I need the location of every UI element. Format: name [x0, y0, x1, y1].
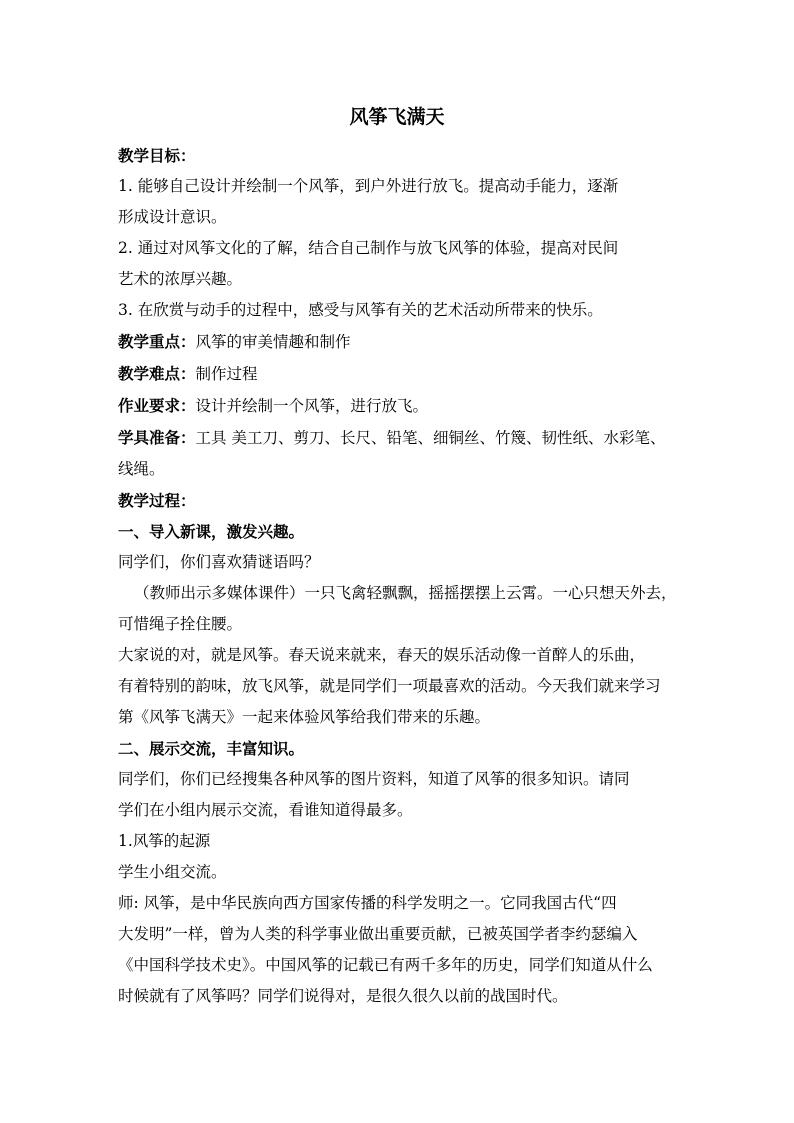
section1-p3-line2: 有着特别的韵味，放飞风筝，就是同学们一项最喜欢的活动。今天我们就来学习 — [118, 677, 661, 695]
section2-p1-line2: 学们在小组内展示交流，看谁知道得最多。 — [118, 801, 413, 819]
process-label: 教学过程： — [118, 491, 196, 510]
homework-label: 作业要求： — [118, 396, 196, 415]
section1-p3-line1: 大家说的对，就是风筝。春天说来就来，春天的娱乐活动像一首醉人的乐曲， — [118, 646, 646, 664]
section2-p3-line1: 师: 风筝，是中华民族向西方国家传播的科学发明之一。它同我国古代“四 — [118, 894, 617, 912]
section2-p1-line1: 同学们，你们已经搜集各种风筝的图片资料，知道了风筝的很多知识。请同 — [118, 770, 630, 788]
key-point-text: 风筝的审美情趣和制作 — [195, 333, 351, 351]
document-body — [118, 140, 678, 1012]
goal-item-3-line1: 3. 在欣赏与动手的过程中，感受与风筝有关的艺术活动所带来的快乐。 — [118, 301, 603, 319]
section1-p2-line2: 可惜绳子拴住腰。 — [118, 615, 243, 633]
section2-p3-line2: 大发明”一样，曾为人类的科学事业做出重要贡献，已被英国学者李约瑟编入 — [118, 925, 638, 943]
goal-item-1-line2: 形成设计意识。 — [118, 208, 227, 226]
materials — [118, 422, 678, 454]
section2-heading: 二、展示交流，丰富知识。 — [118, 739, 305, 758]
difficulty-text: 制作过程 — [195, 365, 258, 383]
homework — [118, 390, 678, 422]
section1-p2-line1: （教师出示多媒体课件）一只飞禽轻飘飘，摇摇摆摆上云霄。一心只想天外去， — [134, 584, 677, 602]
difficulty-label: 教学难点： — [118, 364, 196, 383]
section1-p3-line3: 第《风筝飞满天》一起来体验风筝给我们带来的乐趣。 — [118, 708, 491, 726]
goal-item-2-line1: 2. 通过对风筝文化的了解，结合自己制作与放飞风筝的体验，提高对民间 — [118, 239, 619, 257]
section2-p2: 学生小组交流。 — [118, 863, 227, 881]
section2-p3-line3: 《中国科学技术史》。中国风筝的记载已有两千多年的历史，同学们知道从什么 — [118, 956, 653, 974]
homework-text: 设计并绘制一个风筝，进行放飞。 — [195, 397, 429, 415]
section2-sub1: 1.风筝的起源 — [118, 832, 211, 850]
document-title: 风筝飞满天 — [349, 106, 445, 128]
materials-label: 学具准备： — [118, 428, 196, 447]
difficulty — [118, 358, 678, 390]
goals-label: 教学目标： — [118, 146, 196, 165]
section2-p3-line4: 时候就有了风筝吗？同学们说得对，是很久很久以前的战国时代。 — [118, 987, 568, 1005]
section1-heading: 一、导入新课，激发兴趣。 — [118, 522, 305, 541]
key-point-label: 教学重点： — [118, 332, 196, 351]
materials-line2: 线绳。 — [118, 460, 165, 478]
goal-item-1-line1: 1. 能够自己设计并绘制一个风筝，到户外进行放飞。提高动手能力，逐渐 — [118, 177, 619, 195]
goal-item-2-line2: 艺术的浓厚兴趣。 — [118, 270, 243, 288]
materials-text: 工具 美工刀、剪刀、长尺、铅笔、细铜丝、竹篾、韧性纸、水彩笔、 — [195, 429, 666, 447]
section1-p1: 同学们，你们喜欢猜谜语吗？ — [118, 553, 320, 571]
key-point — [118, 326, 678, 358]
